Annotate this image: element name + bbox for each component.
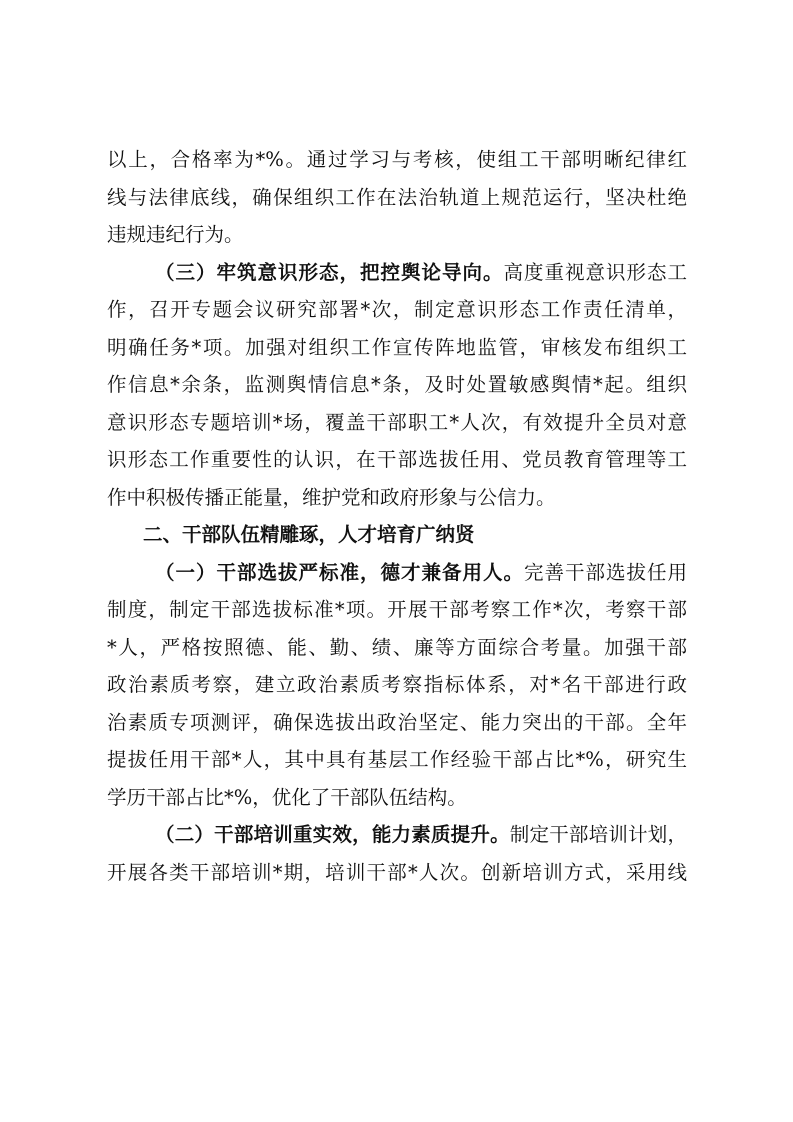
text-line: 识形态工作重要性的认识，在干部选拔任用、党员教育管理等工 bbox=[107, 448, 687, 471]
text-line: 以上，合格率为*%。通过学习与考核，使组工干部明晰纪律红 bbox=[107, 148, 687, 171]
paragraph-cadre-selection bbox=[107, 554, 687, 817]
subsection-title: （一）干部选拔严标准，德才兼备用人。 bbox=[155, 560, 524, 584]
document-body bbox=[107, 141, 687, 891]
paragraph-first-line bbox=[107, 554, 687, 592]
text-line: 违规违纪行为。 bbox=[107, 223, 244, 246]
text-run: 制定干部培训计划， bbox=[509, 823, 687, 846]
text-line: 线与法律底线，确保组织工作在法治轨道上规范运行，坚决杜绝 bbox=[107, 185, 687, 209]
text-line: 学历干部占比*%，优化了干部队伍结构。 bbox=[107, 785, 467, 809]
text-line: *人，严格按照德、能、勤、绩、廉等方面综合考量。加强干部 bbox=[107, 635, 687, 659]
subsection-title: （二）干部培训重实效，能力素质提升。 bbox=[155, 823, 510, 846]
text-line: 明确任务*项。加强对组织工作宣传阵地监管，审核发布组织工 bbox=[107, 335, 687, 359]
text-line: 开展各类干部培训*期，培训干部*人次。创新培训方式，采用线 bbox=[107, 860, 687, 884]
paragraph-first-line bbox=[107, 254, 687, 292]
text-run: 高度重视意识形态工 bbox=[503, 260, 687, 284]
section-heading: 二、干部队伍精雕琢，人才培育广纳贤 bbox=[143, 523, 475, 546]
paragraph-discipline-tail bbox=[107, 141, 687, 254]
text-line: 作，召开专题会议研究部署*次，制定意识形态工作责任清单， bbox=[107, 298, 687, 321]
text-line: 意识形态专题培训*场，覆盖干部职工*人次，有效提升全员对意 bbox=[107, 410, 687, 434]
text-line: 提拔任用干部*人，其中具有基层工作经验干部占比*%，研究生 bbox=[107, 748, 687, 771]
text-run: 完善干部选拔任用 bbox=[523, 560, 687, 584]
text-line: 作中积极传播正能量，维护党和政府形象与公信力。 bbox=[107, 485, 556, 509]
paragraph-ideology bbox=[107, 254, 687, 517]
text-line: 政治素质考察，建立政治素质考察指标体系，对*名干部进行政 bbox=[107, 673, 687, 696]
text-line: 治素质专项测评，确保选拔出政治坚定、能力突出的干部。全年 bbox=[107, 710, 687, 734]
text-line: 制度，制定干部选拔标准*项。开展干部考察工作*次，考察干部 bbox=[107, 598, 687, 621]
paragraph-first-line bbox=[107, 816, 687, 854]
paragraph-cadre-training bbox=[107, 816, 687, 891]
subsection-title: （三）牢筑意识形态，把控舆论导向。 bbox=[155, 260, 504, 284]
text-line: 作信息*余条，监测舆情信息*条，及时处置敏感舆情*起。组织 bbox=[107, 373, 687, 396]
